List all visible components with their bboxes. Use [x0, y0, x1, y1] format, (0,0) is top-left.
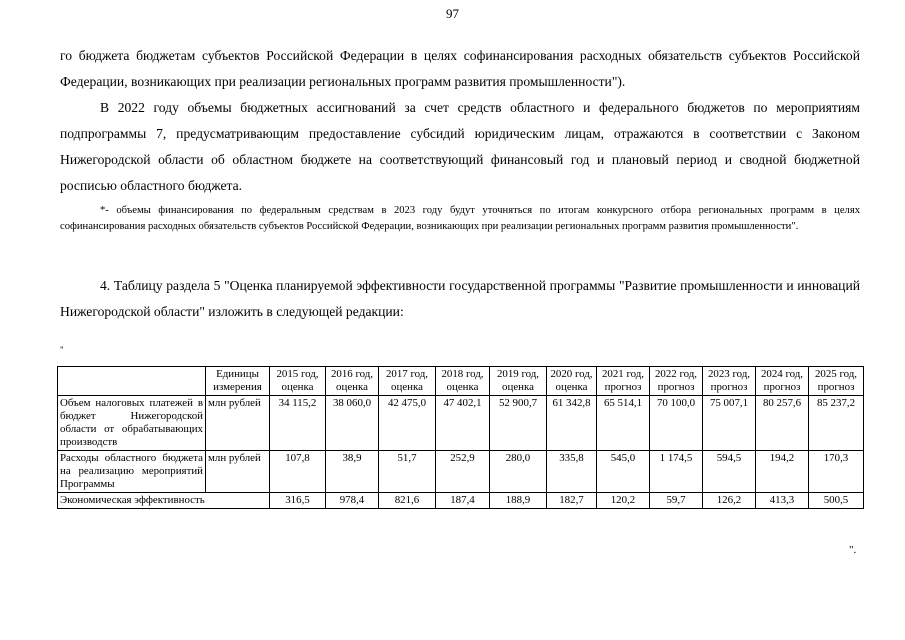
cell-2024: 413,3 [756, 493, 809, 509]
header-2015: 2015 год, оценка [270, 367, 326, 396]
cell-2017: 42 475,0 [379, 396, 436, 451]
header-2020: 2020 год, оценка [547, 367, 597, 396]
cell-2019: 280,0 [490, 451, 547, 493]
cell-2020: 182,7 [547, 493, 597, 509]
header-units: Единицы измерения [206, 367, 270, 396]
cell-2023: 126,2 [703, 493, 756, 509]
header-2016: 2016 год, оценка [326, 367, 379, 396]
header-2021: 2021 год, прогноз [597, 367, 650, 396]
cell-2018: 47 402,1 [436, 396, 490, 451]
header-2025: 2025 год, прогноз [809, 367, 864, 396]
paragraph-budget-2022: В 2022 году объемы бюджетных ассигнований за счет средств областного и федерального бюджетов по мероприятиям подпрограммы 7, предусматривающим предоставление субсидий юридическим лицам, отражаются в соответствии с Законом Нижегородской области об областном бюджете на соответствующий финансовый год и плановый период и сводной бюджетной росписью областного бюджета. [60, 100, 860, 193]
header-2022: 2022 год, прогноз [650, 367, 703, 396]
cell-2021: 120,2 [597, 493, 650, 509]
paragraph-continuation: го бюджета бюджетам субъектов Российской Федерации в целях софинансирования расходных обязательств субъектов Российской Федерации, возникающих при реализации региональных программ развития промышленности"). [60, 48, 860, 89]
cell-2016: 38 060,0 [326, 396, 379, 451]
cell-2021: 65 514,1 [597, 396, 650, 451]
header-2017: 2017 год, оценка [379, 367, 436, 396]
cell-2025: 500,5 [809, 493, 864, 509]
header-2019: 2019 год, оценка [490, 367, 547, 396]
page-number: 97 [446, 6, 459, 21]
row-label: Экономическая эффективность [58, 493, 270, 509]
header-2023: 2023 год, прогноз [703, 367, 756, 396]
header-2018: 2018 год, оценка [436, 367, 490, 396]
cell-2021: 545,0 [597, 451, 650, 493]
cell-2015: 107,8 [270, 451, 326, 493]
cell-2020: 335,8 [547, 451, 597, 493]
cell-2019: 188,9 [490, 493, 547, 509]
cell-2024: 194,2 [756, 451, 809, 493]
cell-2025: 85 237,2 [809, 396, 864, 451]
row-unit: млн рублей [206, 451, 270, 493]
footnote-federal-funding: *- объемы финансирования по федеральным средствам в 2023 году будут уточняться по итогам конкурсного отбора региональных программ в целях софинансирования расходных обязательств субъектов Российской Федерации, возникающих при реализации региональных программ развития промышленности". [60, 205, 860, 232]
table-row-tax-payments [58, 396, 864, 451]
header-2024: 2024 год, прогноз [756, 367, 809, 396]
efficiency-table [57, 366, 864, 509]
cell-2023: 594,5 [703, 451, 756, 493]
cell-2024: 80 257,6 [756, 396, 809, 451]
cell-2017: 51,7 [379, 451, 436, 493]
row-label: Расходы областного бюджета на реализацию мероприятий Программы [58, 451, 206, 493]
cell-2019: 52 900,7 [490, 396, 547, 451]
cell-2015: 316,5 [270, 493, 326, 509]
paragraph-table-intro: 4. Таблицу раздела 5 "Оценка планируемой эффективности государственной программы "Развитие промышленности и инноваций Нижегородской области" изложить в следующей редакции: [60, 278, 860, 319]
table-row-budget-expenses [58, 451, 864, 493]
closing-quote-mark: ". [849, 544, 857, 556]
row-unit: млн рублей [206, 396, 270, 451]
table-header-row [58, 367, 864, 396]
cell-2022: 59,7 [650, 493, 703, 509]
cell-2016: 38,9 [326, 451, 379, 493]
cell-2020: 61 342,8 [547, 396, 597, 451]
cell-2015: 34 115,2 [270, 396, 326, 451]
cell-2025: 170,3 [809, 451, 864, 493]
row-label: Объем налоговых платежей в бюджет Нижегородской области от обрабатывающих производств [58, 396, 206, 451]
cell-2017: 821,6 [379, 493, 436, 509]
cell-2022: 1 174,5 [650, 451, 703, 493]
cell-2018: 187,4 [436, 493, 490, 509]
cell-2018: 252,9 [436, 451, 490, 493]
opening-quote-mark: " [60, 345, 64, 355]
table-row-economic-efficiency [58, 493, 864, 509]
cell-2022: 70 100,0 [650, 396, 703, 451]
cell-2016: 978,4 [326, 493, 379, 509]
cell-2023: 75 007,1 [703, 396, 756, 451]
header-empty [58, 367, 206, 396]
